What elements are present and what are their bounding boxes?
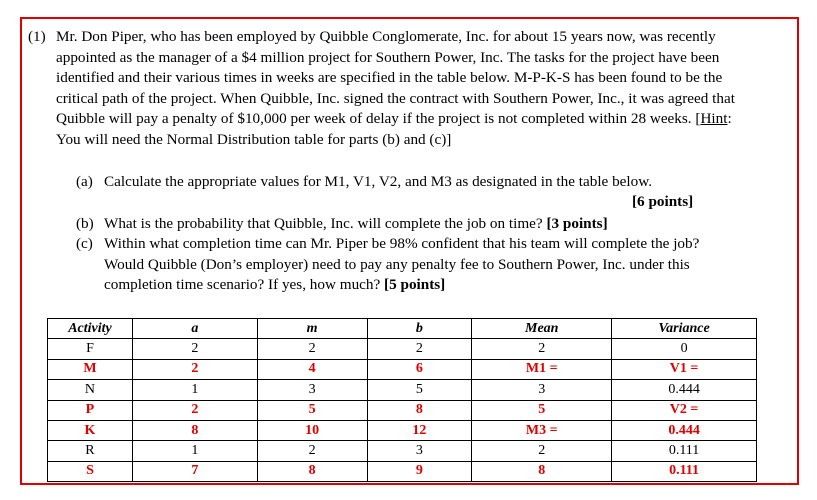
cell-a: 2 xyxy=(132,359,257,379)
table-row xyxy=(48,359,757,379)
hint-label: Hint xyxy=(700,110,728,128)
cell-mean: 8 xyxy=(472,461,612,481)
part-b xyxy=(76,214,736,235)
cell-a: 1 xyxy=(132,441,257,461)
cell-a: 1 xyxy=(132,380,257,400)
part-a-label: (a) xyxy=(76,173,93,190)
cell-activity: S xyxy=(48,461,133,481)
part-b-points: [3 points] xyxy=(546,215,608,232)
header-mean: Mean xyxy=(472,319,612,339)
cell-a: 7 xyxy=(132,461,257,481)
table-row xyxy=(48,339,757,359)
cell-a: 2 xyxy=(132,339,257,359)
part-b-text: What is the probability that Quibble, Inc. will complete the job on time? xyxy=(104,215,543,232)
table-row xyxy=(48,400,757,420)
cell-b: 12 xyxy=(367,420,472,440)
cell-mean: 5 xyxy=(472,400,612,420)
problem-text-after-hint: : You will need the Normal Distribution table for parts (b) and (c)] xyxy=(56,110,732,148)
cell-m: 4 xyxy=(257,359,367,379)
problem-number: (1) xyxy=(28,28,46,45)
cell-mean: M3 = xyxy=(472,420,612,440)
cell-activity: P xyxy=(48,400,133,420)
cell-a: 2 xyxy=(132,400,257,420)
problem-body xyxy=(56,27,747,151)
cell-b: 2 xyxy=(367,339,472,359)
cell-activity: F xyxy=(48,339,133,359)
table-header-row xyxy=(48,319,757,339)
part-c-points: [5 points] xyxy=(384,276,446,294)
cell-m: 2 xyxy=(257,339,367,359)
cell-variance: 0.444 xyxy=(612,420,757,440)
cell-mean: M1 = xyxy=(472,359,612,379)
header-m: m xyxy=(257,319,367,339)
cell-activity: M xyxy=(48,359,133,379)
cell-b: 3 xyxy=(367,441,472,461)
cell-mean: 2 xyxy=(472,441,612,461)
part-a xyxy=(76,172,716,193)
part-b-label: (b) xyxy=(76,215,94,232)
table-row xyxy=(48,380,757,400)
cell-b: 6 xyxy=(367,359,472,379)
cell-m: 5 xyxy=(257,400,367,420)
cell-variance: 0 xyxy=(612,339,757,359)
cell-variance: V1 = xyxy=(612,359,757,379)
cell-b: 9 xyxy=(367,461,472,481)
cell-a: 8 xyxy=(132,420,257,440)
part-c xyxy=(76,234,740,296)
header-a: a xyxy=(132,319,257,339)
header-activity: Activity xyxy=(48,319,133,339)
cell-m: 8 xyxy=(257,461,367,481)
part-a-text: Calculate the appropriate values for M1, V1, V2, and M3 as designated in the table below. xyxy=(104,173,653,190)
cell-variance: 0.444 xyxy=(612,380,757,400)
problem-text: Mr. Don Piper, who has been employed by Quibble Conglomerate, Inc. for about 15 years now, was recently appointed as the manager of a $4 million project for Southern Power, Inc. The tasks for the project have been identified and their various times in weeks are specified in the table below. M-P-K-S has been found to be the critical path of the project. When Quibble, Inc. signed the contract with Southern Power, Inc., it was agreed that Quibble will pay a penalty of $10,000 per week of delay if the project is not completed within 28 weeks. [ xyxy=(56,28,735,128)
part-a-points: [6 points] xyxy=(632,193,694,210)
table-row xyxy=(48,420,757,440)
cell-mean: 3 xyxy=(472,380,612,400)
activity-table xyxy=(47,318,757,482)
cell-activity: R xyxy=(48,441,133,461)
cell-activity: N xyxy=(48,380,133,400)
part-c-label: (c) xyxy=(76,235,93,252)
cell-activity: K xyxy=(48,420,133,440)
header-variance: Variance xyxy=(612,319,757,339)
header-b: b xyxy=(367,319,472,339)
part-c-text: Within what completion time can Mr. Piper be 98% confident that his team will complete the job? Would Quibble (Don’s employer) need to pay any penalty fee to Southern Power, Inc. under this completion time scenario? If yes, how much? xyxy=(104,235,700,294)
cell-m: 3 xyxy=(257,380,367,400)
cell-mean: 2 xyxy=(472,339,612,359)
cell-variance: 0.111 xyxy=(612,441,757,461)
table-row xyxy=(48,441,757,461)
cell-m: 2 xyxy=(257,441,367,461)
cell-b: 8 xyxy=(367,400,472,420)
cell-variance: 0.111 xyxy=(612,461,757,481)
problem-statement xyxy=(28,27,747,151)
cell-variance: V2 = xyxy=(612,400,757,420)
cell-m: 10 xyxy=(257,420,367,440)
table-row xyxy=(48,461,757,481)
cell-b: 5 xyxy=(367,380,472,400)
